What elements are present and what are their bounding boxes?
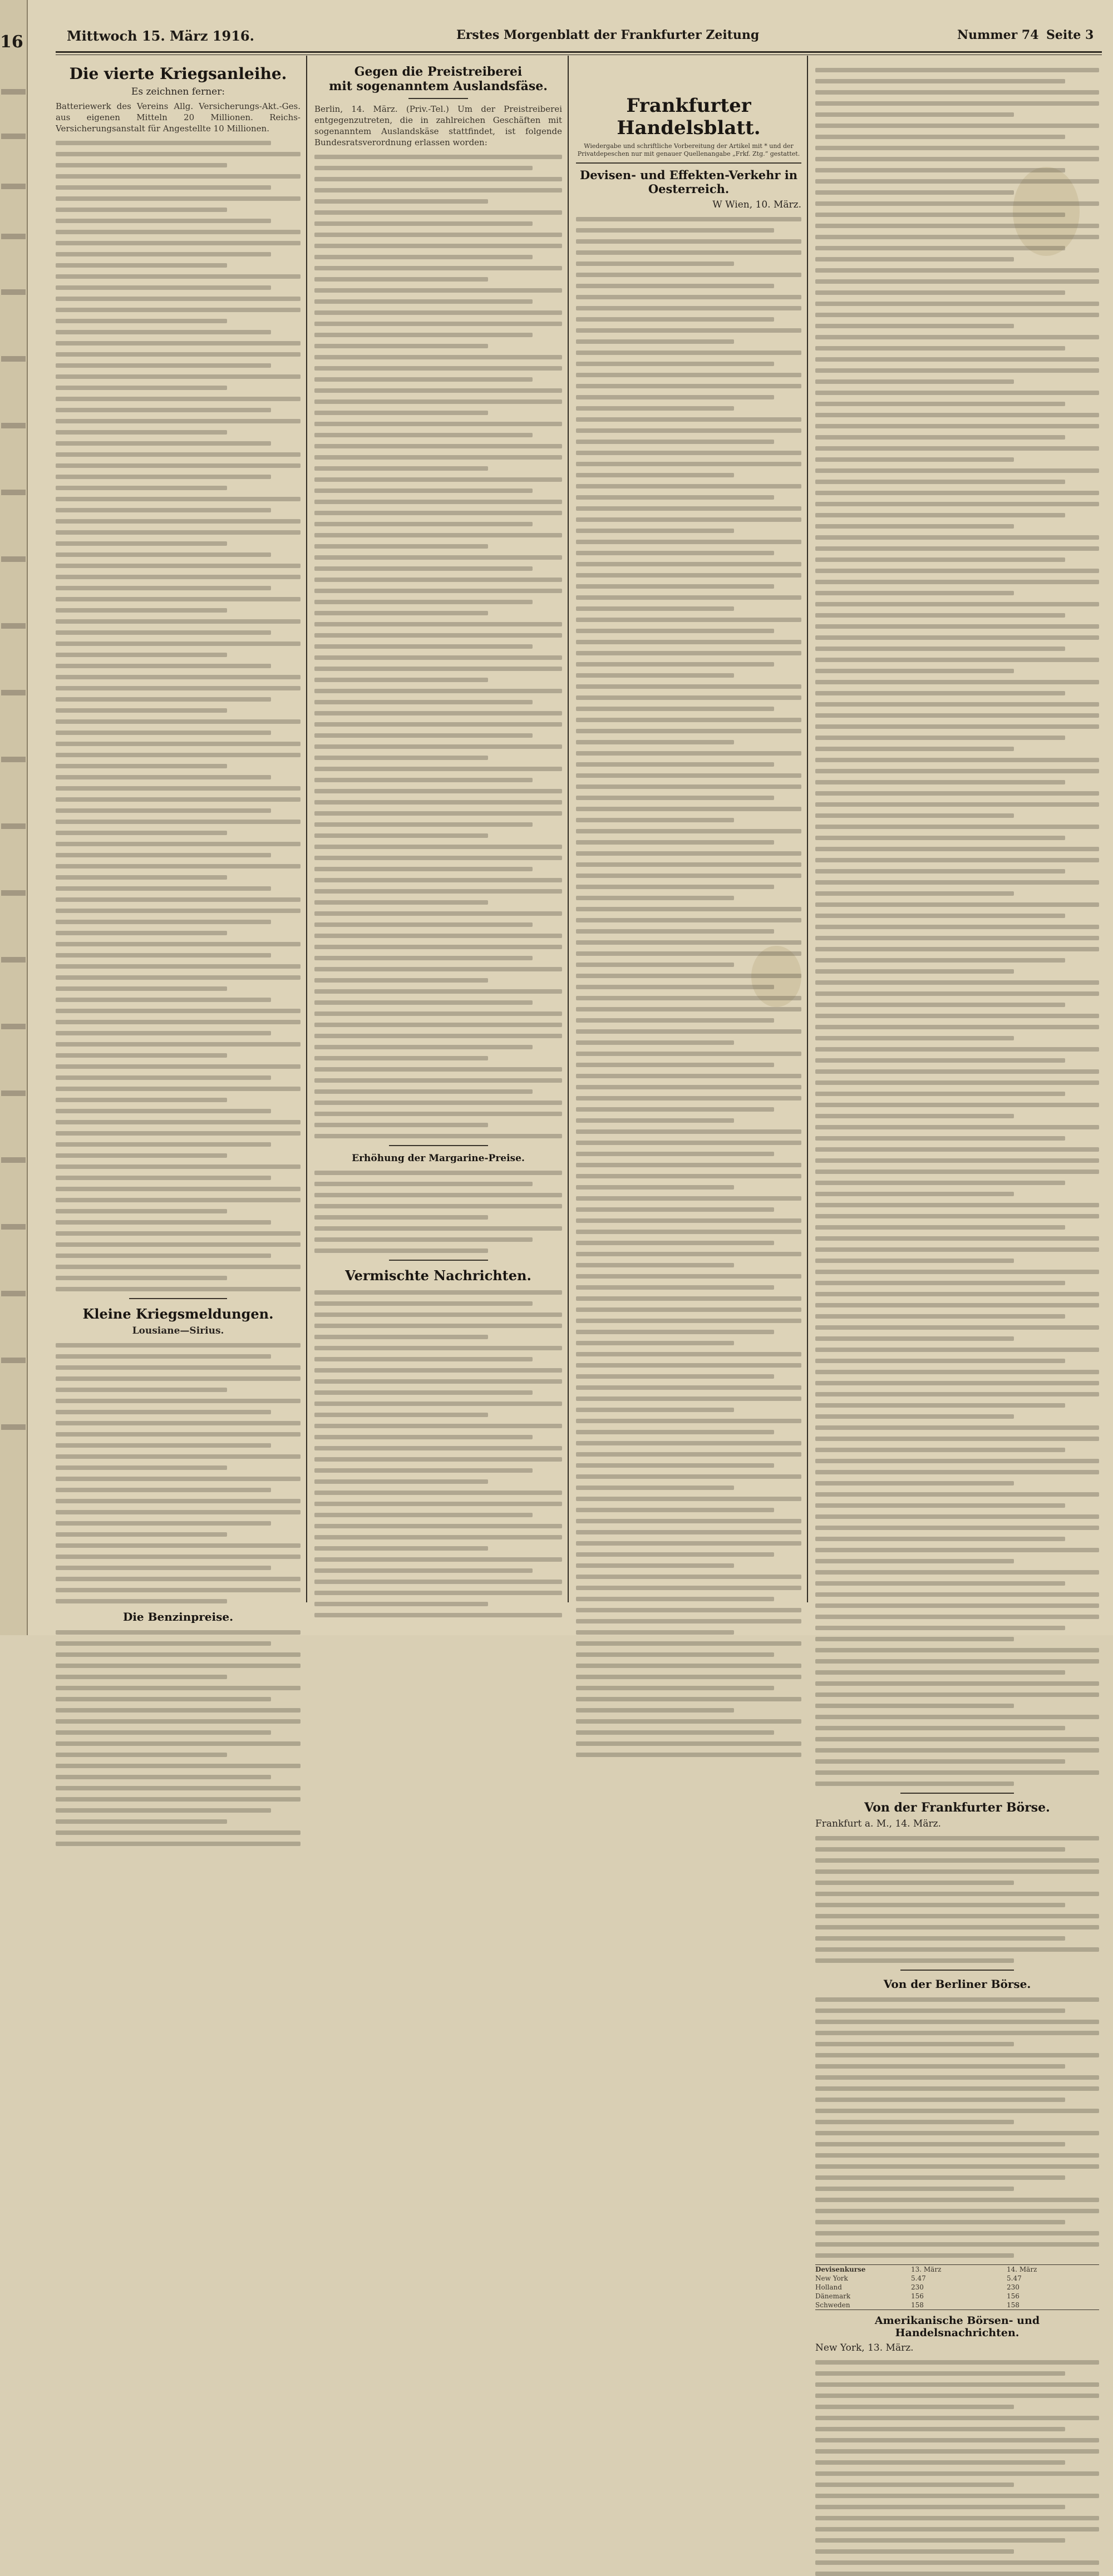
- headline-kriegsmeldungen: Kleine Kriegsmeldungen.: [82, 1306, 274, 1322]
- headline-devisen: Devisen- und Effekten-Verkehr in Oesterreich.: [579, 168, 798, 196]
- column-3: [576, 61, 801, 1608]
- masthead-page: Seite 3: [1046, 28, 1094, 42]
- berliner-boerse-text: [815, 1997, 1099, 2258]
- table-cell: 5.47: [1007, 2274, 1022, 2282]
- table-cell: 5.47: [911, 2274, 926, 2282]
- margarine-text: [314, 1171, 562, 1253]
- table-header: 14. März: [1007, 2266, 1037, 2273]
- devisen-text: [576, 217, 801, 1757]
- headline-berliner-boerse: Von der Berliner Börse.: [883, 1977, 1031, 1991]
- left-margin-strip: [0, 0, 28, 1635]
- headline-margarine: Erhöhung der Margarine-Preise.: [352, 1153, 525, 1164]
- table-row: [815, 2292, 1099, 2301]
- verordnung-lead: Berlin, 14. März. (Priv.-Tel.) Um der Preistreiberei entgegenzutreten, die in zahlreichen Geschäften mit sogenanntem Auslandskäse stattfindet, ist folgende Bundesratsverordnung erlassen worden:: [314, 104, 562, 147]
- headline-preistreiberei: Gegen die Preistreiberei: [354, 65, 523, 79]
- headline-kriegsanleihe: Die vierte Kriegsanleihe.: [69, 65, 287, 83]
- amerikanische-text: [815, 2360, 1099, 2576]
- subhead-zeichnen: Es zeichnen ferner:: [131, 86, 225, 97]
- headline-amerikanische: Amerikanische Börsen- und Handelsnachrichten.: [874, 2315, 1040, 2339]
- table-row: [815, 2301, 1099, 2309]
- subscriber-list: [56, 141, 301, 1291]
- frankfurter-boerse-text: [815, 1836, 1099, 1963]
- table-cell: Schweden: [815, 2301, 850, 2309]
- table-cell: Dänemark: [815, 2292, 851, 2300]
- table-cell: 230: [911, 2283, 924, 2291]
- table-cell: 158: [911, 2301, 924, 2309]
- kriegsmeldungen-text: [56, 1343, 301, 1603]
- headline-frankfurter-boerse: Von der Frankfurter Börse.: [864, 1800, 1050, 1815]
- headline-benzinpreise: Die Benzinpreise.: [122, 1610, 234, 1623]
- table-header: 13. März: [911, 2266, 942, 2273]
- benzinpreise-text: [56, 1630, 301, 1846]
- column4-top-text: [815, 68, 1099, 1786]
- table-cell: New York: [815, 2274, 848, 2282]
- dateline-wien: W Wien, 10. März.: [712, 199, 801, 210]
- dateline-frankfurt: Frankfurt a. M., 14. März.: [815, 1818, 941, 1829]
- table-cell: Holland: [815, 2283, 842, 2291]
- masthead-title: Erstes Morgenblatt der Frankfurter Zeitung: [456, 28, 760, 42]
- table-cell: 158: [1007, 2301, 1020, 2309]
- headline-vermischte: Vermischte Nachrichten.: [345, 1267, 531, 1284]
- table-cell: 156: [1007, 2292, 1020, 2300]
- dateline-newyork: New York, 13. März.: [815, 2342, 914, 2353]
- subhead-lousiane: Lousiane—Sirius.: [132, 1325, 224, 1336]
- table-cell: 230: [1007, 2283, 1020, 2291]
- table-title: Devisenkurse: [815, 2266, 866, 2273]
- table-header-row: [815, 2265, 1099, 2274]
- table-row: [815, 2283, 1099, 2292]
- devisenkurse-table: [815, 2264, 1099, 2310]
- handelsblatt-note: Wiedergabe und schriftliche Vorbereitung der Artikel mit * und der Privatdepeschen nur mit genauer Quellenangabe „Frkf. Ztg.“ gestattet.: [577, 142, 800, 157]
- table-cell: 156: [911, 2292, 924, 2300]
- masthead-date: Mittwoch 15. März 1916.: [67, 28, 254, 44]
- column-1: [56, 61, 301, 1623]
- masthead-issue: Nummer 74: [957, 28, 1039, 42]
- headline-handelsblatt: Frankfurter Handelsblatt.: [617, 95, 761, 139]
- column-4: [815, 61, 1099, 2353]
- headline-auslandskaese: mit sogenanntem Auslandsfäse.: [329, 79, 548, 93]
- lead-text: Batteriewerk des Vereins Allg. Versicherungs-Akt.-Ges. aus eigenen Mitteln 20 Millionen. Reichs-Versicherungsanstalt für Angestellte 10 Millionen.: [56, 101, 301, 134]
- masthead: [56, 28, 1102, 50]
- vermischte-text: [314, 1290, 562, 1617]
- verordnung-text: [314, 155, 562, 1138]
- table-row: [815, 2274, 1099, 2283]
- column-2: [314, 61, 562, 1608]
- page-number: 16: [0, 32, 23, 52]
